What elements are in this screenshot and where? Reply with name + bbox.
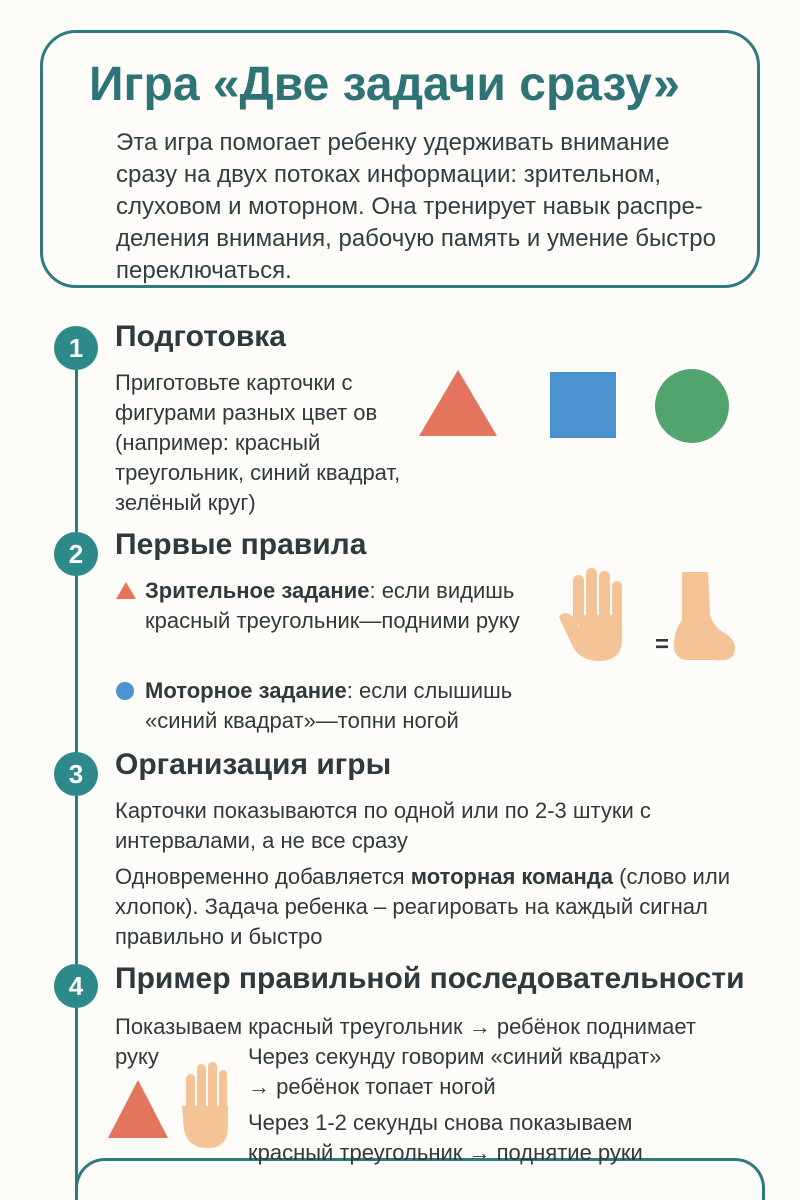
step-3-badge: 3 (54, 752, 98, 796)
foot-icon (668, 568, 740, 664)
raised-hand-icon (555, 565, 635, 665)
step-3-title: Организация игры (115, 748, 392, 781)
intro-card (40, 30, 760, 288)
sequence-step-3: Через 1-2 секунды снова показываем красный треугольник → поднятие руки (248, 1110, 643, 1165)
motor-command-label: моторная команда (410, 864, 614, 889)
step-1-text: Приготовьте карточки с фигурами разных цвет ов (например: красный треугольник, синий квадрат, зелёный круг) (115, 370, 401, 515)
triangle-bullet-icon (116, 582, 136, 599)
step-3-text-2-start: Одновременно добавляется (115, 864, 411, 889)
sequence-step-2: Через секунду говорим «синий квадрат» → ребёнок топает ногой (248, 1044, 662, 1099)
sequence-step-1: Показываем красный треугольник → ребёнок поднимает (115, 1014, 696, 1039)
motor-task-text: : если слышишь «синий квадрат»—топни ногой (145, 678, 513, 733)
green-circle-card (652, 366, 732, 446)
step-3-text-2-end: (слово или хлопок). Задача ребенка – реагировать на каждый сигнал правильно и быстро (115, 864, 730, 949)
motor-task-rule (145, 676, 555, 736)
step-4-title: Пример правильной последовательности (115, 962, 745, 995)
visual-task-label: Зрительное задание (145, 578, 370, 603)
visual-task-text: : если видишь красный треугольник—подними руку (145, 578, 520, 633)
circle-bullet-icon (116, 682, 134, 700)
step-2-title: Первые правила (115, 528, 367, 561)
raised-hand-example-icon (178, 1056, 234, 1152)
step-3-text-2 (115, 862, 735, 952)
visual-task-rule (145, 576, 545, 636)
blue-square-card (550, 372, 618, 440)
step-4-badge: 4 (54, 964, 98, 1008)
step-1-title: Подготовка (115, 320, 286, 353)
step-1-badge: 1 (54, 326, 98, 370)
step-3-text-1: Карточки показываются по одной или по 2-3 штуки с интервалами, а не все сразу (115, 798, 651, 853)
motor-task-label: Моторное задание (145, 678, 347, 703)
equals-sign: = (655, 631, 670, 658)
red-triangle-card (415, 366, 501, 440)
intro-text: Эта игра помогает ребенку удерживать внимание сразу на двух потоках информации: зрительном, слуховом и моторном. Она тренирует навык распре- деления внимания, рабочую память и умение быстро переключаться. (116, 129, 716, 284)
page-title: Игра «Две задачи сразу» (89, 58, 680, 111)
sequence-step-1-end: руку (115, 1044, 159, 1069)
step-2-badge: 2 (54, 532, 98, 576)
red-triangle-example (106, 1078, 170, 1140)
